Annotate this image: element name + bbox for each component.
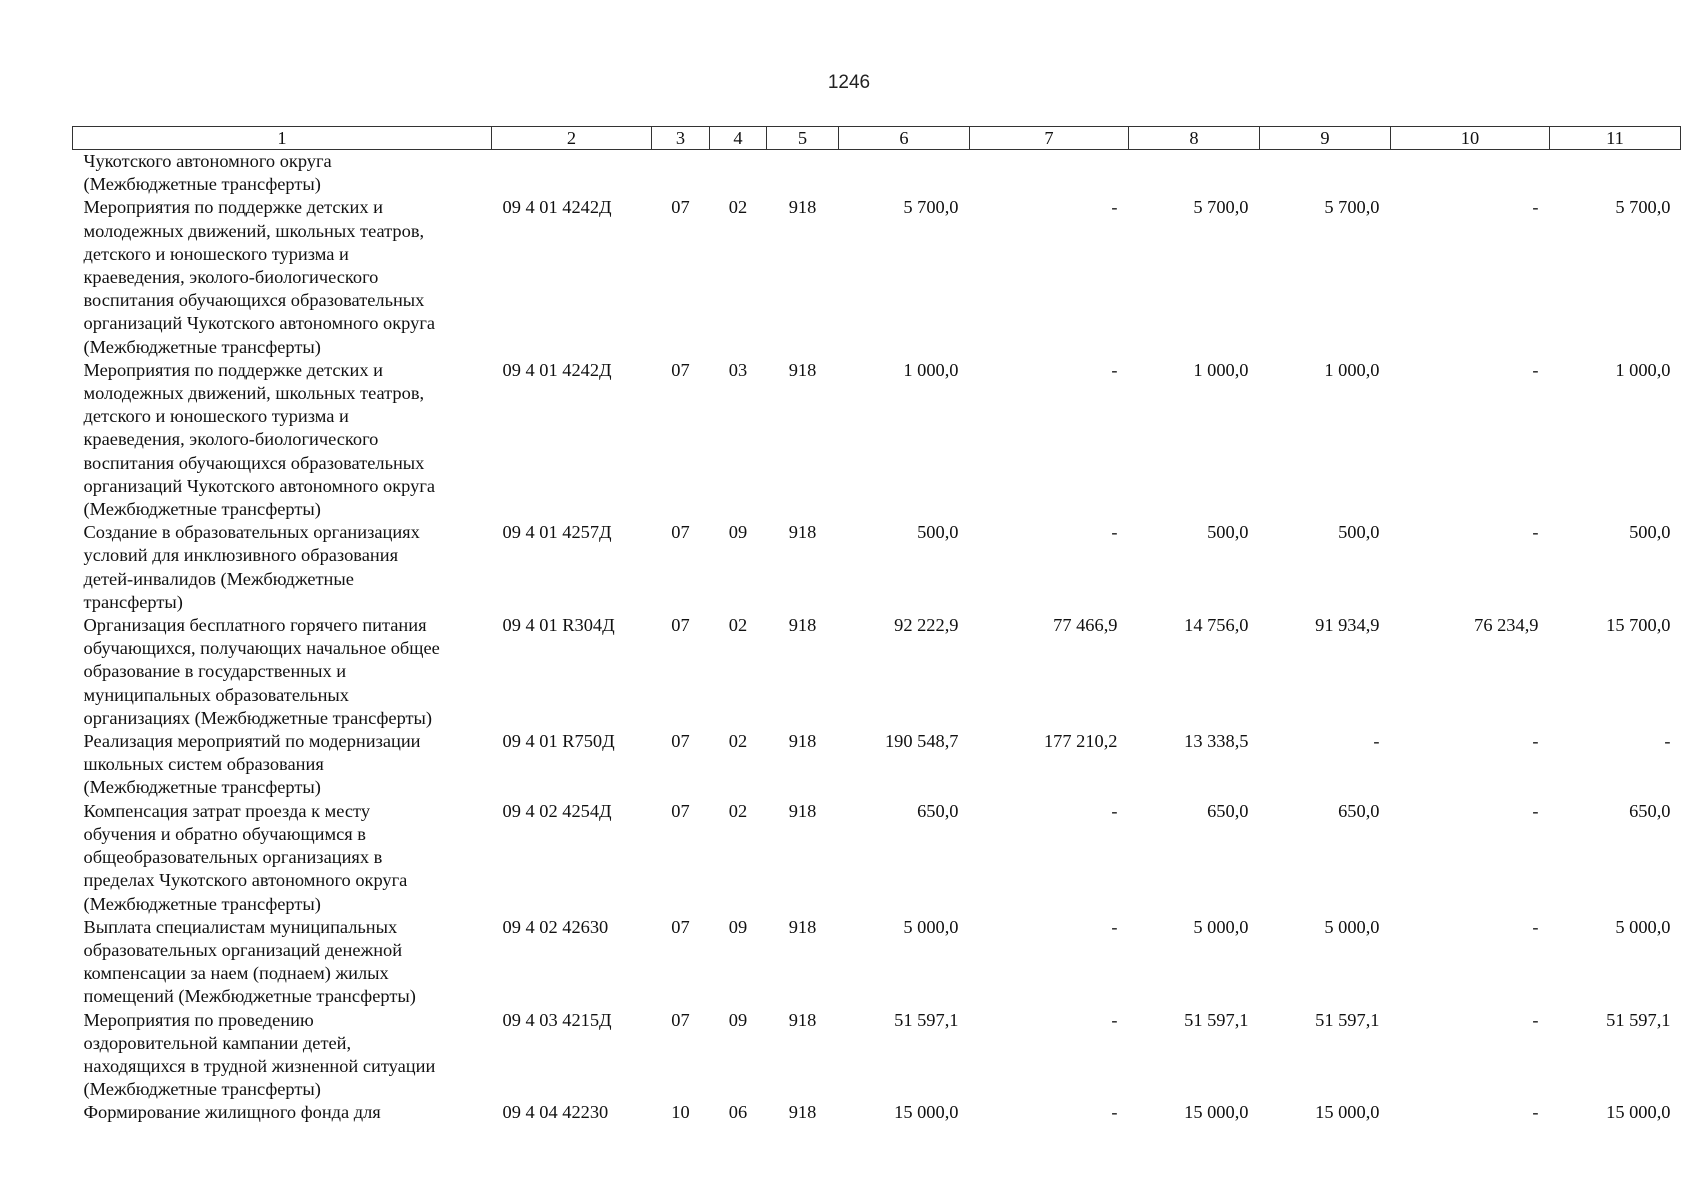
- header-row: [73, 127, 1681, 150]
- item-name-line: условий для инклюзивного образования: [83, 545, 399, 566]
- program-code: 09 4 01 R304Д: [502, 615, 615, 636]
- subsection-code: 09: [728, 522, 748, 543]
- item-name-line: обучения и обратно обучающимся в: [83, 823, 366, 844]
- section-code: [652, 150, 710, 197]
- value-col-9: 650,0: [1338, 800, 1380, 821]
- program-code: [492, 150, 652, 197]
- value-col-6: 15 000,0: [894, 1102, 959, 1123]
- admin-code: 918: [788, 916, 817, 937]
- value-col-11: 1 000,0: [1615, 359, 1671, 380]
- value-col-10: -: [1532, 731, 1539, 752]
- table-row: [73, 614, 1681, 730]
- item-name-line: молодежных движений, школьных театров,: [83, 220, 425, 241]
- value-col-9: 1 000,0: [1324, 359, 1380, 380]
- value-col-9: 500,0: [1338, 522, 1380, 543]
- item-name: [73, 521, 492, 614]
- value-col-11: [1550, 150, 1681, 197]
- item-name-line: детей-инвалидов (Межбюджетные: [83, 568, 354, 589]
- column-header-8: 8: [1129, 127, 1260, 150]
- item-name-line: детского и юношеского туризма и: [83, 243, 349, 264]
- item-name-line: Мероприятия по поддержке детских и: [83, 359, 383, 380]
- section-code: 07: [671, 800, 690, 821]
- table-row: [73, 359, 1681, 521]
- value-col-9: -: [1373, 731, 1380, 752]
- value-col-10: -: [1532, 916, 1539, 937]
- value-col-10: -: [1532, 522, 1539, 543]
- item-name-line: Реализация мероприятий по модернизации: [83, 731, 421, 752]
- column-header-3: 3: [652, 127, 710, 150]
- program-code: 09 4 01 R750Д: [502, 731, 615, 752]
- section-code: 07: [671, 522, 690, 543]
- item-name: [73, 800, 492, 916]
- value-col-10: [1391, 150, 1550, 197]
- item-name-line: (Межбюджетные трансферты): [83, 499, 321, 520]
- item-name-line: Мероприятия по проведению: [83, 1009, 314, 1030]
- item-name-line: муниципальных образовательных: [83, 684, 349, 705]
- item-name-line: обучающихся, получающих начальное общее: [83, 638, 440, 659]
- value-col-7: -: [1111, 916, 1118, 937]
- column-header-4: 4: [710, 127, 767, 150]
- item-name: [73, 1101, 492, 1124]
- admin-code: 918: [788, 197, 817, 218]
- section-code: 07: [671, 1009, 690, 1030]
- program-code: 09 4 04 42230: [502, 1102, 609, 1123]
- subsection-code: 09: [728, 1009, 748, 1030]
- value-col-8: 14 756,0: [1184, 615, 1249, 636]
- value-col-10: -: [1532, 197, 1539, 218]
- value-col-11: 5 000,0: [1615, 916, 1671, 937]
- item-name-line: образовательных организаций денежной: [83, 939, 403, 960]
- value-col-6: 1 000,0: [903, 359, 959, 380]
- item-name: [73, 196, 492, 358]
- value-col-7: -: [1111, 1009, 1118, 1030]
- value-col-7: 177 210,2: [1043, 731, 1118, 752]
- admin-code: 918: [788, 1102, 817, 1123]
- program-code: 09 4 03 4215Д: [502, 1009, 612, 1030]
- subsection-code: [710, 150, 767, 197]
- item-name-line: Организация бесплатного горячего питания: [83, 615, 427, 636]
- subsection-code: 02: [728, 800, 748, 821]
- item-name-line: Компенсация затрат проезда к месту: [83, 800, 371, 821]
- item-name-line: оздоровительной кампании детей,: [83, 1032, 352, 1053]
- value-col-9: [1260, 150, 1391, 197]
- subsection-code: 06: [728, 1102, 748, 1123]
- table-row: [73, 916, 1681, 1009]
- column-header-10: 10: [1391, 127, 1550, 150]
- value-col-9: 5 000,0: [1324, 916, 1380, 937]
- value-col-7: 77 466,9: [1053, 615, 1118, 636]
- value-col-6: 92 222,9: [894, 615, 959, 636]
- admin-code: 918: [788, 522, 817, 543]
- subsection-code: 02: [728, 615, 748, 636]
- value-col-8: [1129, 150, 1260, 197]
- value-col-11: 650,0: [1629, 800, 1671, 821]
- admin-code: 918: [788, 615, 817, 636]
- item-name-line: школьных систем образования: [83, 754, 324, 775]
- value-col-8: 650,0: [1207, 800, 1249, 821]
- item-name: [73, 916, 492, 1009]
- item-name-line: (Межбюджетные трансферты): [83, 336, 321, 357]
- item-name-line: организаций Чукотского автономного округа: [83, 313, 436, 334]
- value-col-8: 1 000,0: [1193, 359, 1249, 380]
- section-code: 10: [671, 1102, 690, 1123]
- item-name: [73, 614, 492, 730]
- value-col-8: 500,0: [1207, 522, 1249, 543]
- value-col-8: 5 700,0: [1193, 197, 1249, 218]
- admin-code: 918: [788, 1009, 817, 1030]
- item-name-line: (Межбюджетные трансферты): [83, 1079, 321, 1100]
- value-col-7: -: [1111, 359, 1118, 380]
- value-col-11: 51 597,1: [1606, 1009, 1671, 1030]
- item-name: [73, 359, 492, 521]
- value-col-6: [839, 150, 970, 197]
- admin-code: 918: [788, 359, 817, 380]
- table-row: [73, 1009, 1681, 1102]
- item-name-line: Выплата специалистам муниципальных: [83, 916, 398, 937]
- section-code: 07: [671, 359, 690, 380]
- value-col-7: -: [1111, 197, 1118, 218]
- subsection-code: 02: [728, 197, 748, 218]
- program-code: 09 4 01 4242Д: [502, 359, 612, 380]
- value-col-6: 650,0: [917, 800, 959, 821]
- item-name-line: пределах Чукотского автономного округа: [83, 870, 408, 891]
- value-col-11: 15 700,0: [1606, 615, 1671, 636]
- value-col-9: 91 934,9: [1315, 615, 1380, 636]
- value-col-10: -: [1532, 800, 1539, 821]
- program-code: 09 4 01 4242Д: [502, 197, 612, 218]
- admin-code: 918: [788, 731, 817, 752]
- item-name-line: (Межбюджетные трансферты): [83, 174, 321, 195]
- table-row: [73, 730, 1681, 800]
- value-col-9: 15 000,0: [1315, 1102, 1380, 1123]
- value-col-7: -: [1111, 1102, 1118, 1123]
- value-col-7: -: [1111, 800, 1118, 821]
- table-header: [73, 127, 1681, 150]
- value-col-10: -: [1532, 1009, 1539, 1030]
- column-header-9: 9: [1260, 127, 1391, 150]
- value-col-8: 5 000,0: [1193, 916, 1249, 937]
- item-name-line: молодежных движений, школьных театров,: [83, 383, 425, 404]
- table-row: [73, 196, 1681, 358]
- program-code: 09 4 02 4254Д: [502, 800, 612, 821]
- value-col-8: 13 338,5: [1184, 731, 1249, 752]
- item-name-line: воспитания обучающихся образовательных: [83, 452, 425, 473]
- value-col-10: 76 234,9: [1474, 615, 1539, 636]
- column-header-2: 2: [492, 127, 652, 150]
- value-col-6: 5 700,0: [903, 197, 959, 218]
- value-col-7: [970, 150, 1129, 197]
- value-col-10: -: [1532, 359, 1539, 380]
- item-name-line: воспитания обучающихся образовательных: [83, 290, 425, 311]
- subsection-code: 09: [728, 916, 748, 937]
- column-header-11: 11: [1550, 127, 1681, 150]
- item-name-line: (Межбюджетные трансферты): [83, 893, 321, 914]
- admin-code: [767, 150, 839, 197]
- subsection-code: 03: [728, 359, 748, 380]
- item-name-line: трансферты): [83, 591, 183, 612]
- value-col-10: -: [1532, 1102, 1539, 1123]
- value-col-8: 15 000,0: [1184, 1102, 1249, 1123]
- page-number: 1246: [827, 72, 871, 93]
- item-name-line: детского и юношеского туризма и: [83, 406, 349, 427]
- value-col-9: 51 597,1: [1315, 1009, 1380, 1030]
- item-name-line: организациях (Межбюджетные трансферты): [83, 707, 433, 728]
- budget-table: [72, 126, 1681, 1125]
- table-body: [73, 150, 1681, 1125]
- item-name-line: образование в государственных и: [83, 661, 347, 682]
- item-name-line: общеобразовательных организациях в: [83, 847, 383, 868]
- value-col-11: 5 700,0: [1615, 197, 1671, 218]
- item-name-line: Мероприятия по поддержке детских и: [83, 197, 383, 218]
- subsection-code: 02: [728, 731, 748, 752]
- value-col-9: 5 700,0: [1324, 197, 1380, 218]
- program-code: 09 4 01 4257Д: [502, 522, 612, 543]
- value-col-6: 5 000,0: [903, 916, 959, 937]
- admin-code: 918: [788, 800, 817, 821]
- value-col-6: 51 597,1: [894, 1009, 959, 1030]
- item-name-line: находящихся в трудной жизненной ситуации: [83, 1055, 436, 1076]
- item-name-line: (Межбюджетные трансферты): [83, 777, 321, 798]
- value-col-6: 500,0: [917, 522, 959, 543]
- item-name-line: Формирование жилищного фонда для: [83, 1102, 381, 1123]
- column-header-7: 7: [970, 127, 1129, 150]
- column-header-6: 6: [839, 127, 970, 150]
- column-header-5: 5: [767, 127, 839, 150]
- value-col-6: 190 548,7: [884, 731, 959, 752]
- program-code: 09 4 02 42630: [502, 916, 609, 937]
- value-col-11: 500,0: [1629, 522, 1671, 543]
- item-name-line: организаций Чукотского автономного округа: [83, 475, 436, 496]
- value-col-7: -: [1111, 522, 1118, 543]
- section-code: 07: [671, 731, 690, 752]
- item-name-line: Чукотского автономного округа: [83, 151, 332, 171]
- value-col-11: 15 000,0: [1606, 1102, 1671, 1123]
- table-row: [73, 1101, 1681, 1124]
- item-name-line: Создание в образовательных организациях: [83, 522, 420, 543]
- item-name: [73, 150, 492, 197]
- item-name: [73, 730, 492, 800]
- section-code: 07: [671, 615, 690, 636]
- value-col-8: 51 597,1: [1184, 1009, 1249, 1030]
- item-name: [73, 1009, 492, 1102]
- value-col-11: -: [1664, 731, 1671, 752]
- table-row: [73, 150, 1681, 197]
- table-row: [73, 521, 1681, 614]
- item-name-line: краеведения, эколого-биологического: [83, 429, 379, 450]
- table-row: [73, 800, 1681, 916]
- item-name-line: краеведения, эколого-биологического: [83, 267, 379, 288]
- item-name-line: компенсации за наем (поднаем) жилых: [83, 963, 389, 984]
- column-header-1: 1: [73, 127, 492, 150]
- section-code: 07: [671, 916, 690, 937]
- item-name-line: помещений (Межбюджетные трансферты): [83, 986, 416, 1007]
- section-code: 07: [671, 197, 690, 218]
